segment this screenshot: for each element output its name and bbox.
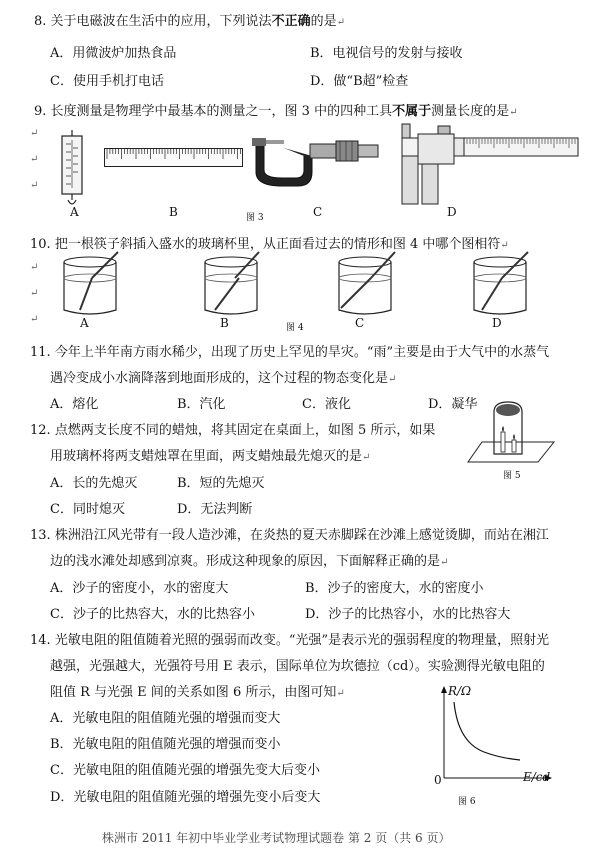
q11-option-b: B．汽化 (177, 397, 226, 412)
q11-line1 (30, 341, 549, 360)
glass-c-figure (335, 252, 399, 316)
q11-option-c: C．液化 (302, 397, 351, 412)
glass-a-figure (60, 252, 122, 316)
para-mark: ↵ (509, 107, 518, 118)
micrometer-figure (252, 130, 382, 188)
q9-label-d: D (447, 205, 457, 219)
candle-jar-figure (468, 398, 560, 464)
q13-text-line2: 边的浅水滩处却感到凉爽。形成这种现象的原因，下面解释正确的是 (50, 554, 441, 569)
graph-y-label: R/Ω (448, 684, 472, 698)
q10-stem (30, 233, 509, 252)
q13-number: 13. (30, 528, 51, 543)
q8-stem (34, 10, 345, 29)
para-mark: ↵ (500, 240, 509, 251)
para-mark: ↵ (388, 374, 397, 385)
q11-option-a: A．熔化 (50, 397, 99, 412)
q14-line1 (30, 629, 549, 648)
q14-option-d: D．光敏电阻的阻值随光强的增强先变小后变大 (50, 790, 321, 805)
q8-number: 8. (34, 14, 47, 29)
glass-d-figure (470, 252, 534, 316)
q8-option-a: A．用微波炉加热食品 (50, 46, 177, 61)
q9-label-c: C (313, 205, 323, 219)
q9-emphasis: 不属于 (392, 104, 432, 119)
q10-label-b: B (220, 316, 229, 330)
q9-caption: 图 3 (246, 213, 264, 223)
q12-text-line2: 用玻璃杯将两支蜡烛罩在里面，两支蜡烛最先熄灭的是 (50, 449, 363, 464)
q9-number: 9. (34, 104, 47, 119)
q14-line3 (50, 681, 345, 700)
para-mark: ↵ (30, 180, 39, 191)
para-mark: ↵ (30, 314, 39, 325)
q13-option-c: C．沙子的比热容大，水的比热容小 (50, 607, 255, 622)
q12-line1 (30, 419, 435, 438)
q10-caption: 图 4 (286, 323, 304, 333)
graph-y-arrow (441, 686, 447, 693)
q8-option-b: B．电视信号的发射与接收 (310, 46, 463, 61)
q14-number: 14. (30, 633, 51, 648)
graph-curve (454, 702, 520, 760)
q12-option-c: C．同时熄灭 (50, 502, 125, 517)
para-mark: ↵ (440, 557, 449, 568)
q12-option-b: B．短的先熄灭 (177, 476, 265, 491)
q14-option-a: A．光敏电阻的阻值随光强的增强而变大 (50, 711, 281, 726)
page-footer: 株洲市 2011 年初中毕业学业考试物理试题卷 第 2 页（共 6 页） (102, 831, 451, 845)
q9-label-a: A (70, 205, 79, 219)
q13-line2 (50, 550, 448, 569)
q11-option-d: D．凝华 (428, 397, 478, 412)
para-mark: ↵ (362, 452, 371, 463)
q8-emphasis: 不正确 (271, 14, 311, 29)
q11-line2 (50, 367, 396, 386)
q12-option-d: D．无法判断 (177, 502, 253, 517)
q10-label-a: A (80, 316, 89, 330)
q9-label-b: B (169, 205, 178, 219)
q14-option-c: C．光敏电阻的阻值随光强的增强先变大后变小 (50, 763, 320, 778)
q13-option-b: B．沙子的密度大，水的密度小 (305, 581, 484, 596)
para-mark: ↵ (30, 128, 39, 139)
q12-number: 12. (30, 423, 51, 438)
q11-number: 11. (30, 345, 51, 360)
ruler-figure (104, 148, 244, 168)
q8-text-c: 的是 (310, 14, 337, 29)
graph-x-label: E/cd (523, 770, 551, 784)
q11-text-line1: 今年上半年南方雨水稀少，出现了历史上罕见的旱灾。“雨”主要是由于大气中的水蒸气 (54, 345, 550, 360)
q8-option-d: D．做“B超”检查 (310, 74, 409, 89)
para-mark: ↵ (30, 288, 39, 299)
q13-line1 (30, 524, 549, 543)
q12-text-line1: 点燃两支长度不同的蜡烛，将其固定在桌面上，如图 5 所示，如果 (54, 423, 436, 438)
q11-text-line2: 遇冷变成小水滴降落到地面形成的，这个过程的物态变化是 (50, 371, 389, 386)
q10-label-c: C (355, 316, 365, 330)
q14-line2: 越强，光强越大，光强符号用 E 表示，国际单位为坎德拉（cd）。实验测得光敏电阻的 (50, 659, 545, 674)
para-mark: ↵ (336, 17, 345, 28)
glass-b-figure (201, 252, 263, 316)
para-mark: ↵ (30, 262, 39, 273)
q9-text-a: 长度测量是物理学中最基本的测量之一，图 3 中的四种工具 (50, 104, 393, 119)
q12-caption: 图 5 (503, 471, 521, 481)
q10-label-d: D (492, 316, 502, 330)
q10-number: 10. (30, 237, 51, 252)
vernier-caliper-figure (396, 118, 581, 208)
q14-text-line1: 光敏电阻的阻值随着光照的强弱而改变。“光强”是表示光的强弱程度的物理量，照射光 (54, 633, 550, 648)
q14-option-b: B．光敏电阻的阻值随光强的增强而变小 (50, 737, 281, 752)
q13-text-line1: 株洲沿江风光带有一段人造沙滩，在炎热的夏天赤脚踩在沙滩上感觉烫脚，而站在湘江 (54, 528, 549, 543)
q13-option-a: A．沙子的密度小，水的密度大 (50, 581, 229, 596)
q10-text: 把一根筷子斜插入盛水的玻璃杯里，从正面看过去的情形和图 4 中哪个图相符 (54, 237, 501, 252)
q12-option-a: A．长的先熄灭 (50, 476, 138, 491)
graph-origin: 0 (434, 773, 442, 787)
q8-text-a: 关于电磁波在生活中的应用，下列说法 (50, 14, 272, 29)
q14-text-line3: 阻值 R 与光强 E 间的关系如图 6 所示，由图可知 (50, 685, 337, 700)
para-mark: ↵ (336, 688, 345, 699)
q9-text-c: 测量长度的是 (431, 104, 510, 119)
q14-caption: 图 6 (458, 797, 476, 807)
q9-stem (34, 100, 518, 119)
spring-scale-figure (58, 130, 86, 206)
para-mark: ↵ (30, 154, 39, 165)
q8-option-c: C．使用手机打电话 (50, 74, 164, 89)
q13-option-d: D．沙子的比热容小，水的比热容大 (305, 607, 511, 622)
q12-line2 (50, 445, 370, 464)
